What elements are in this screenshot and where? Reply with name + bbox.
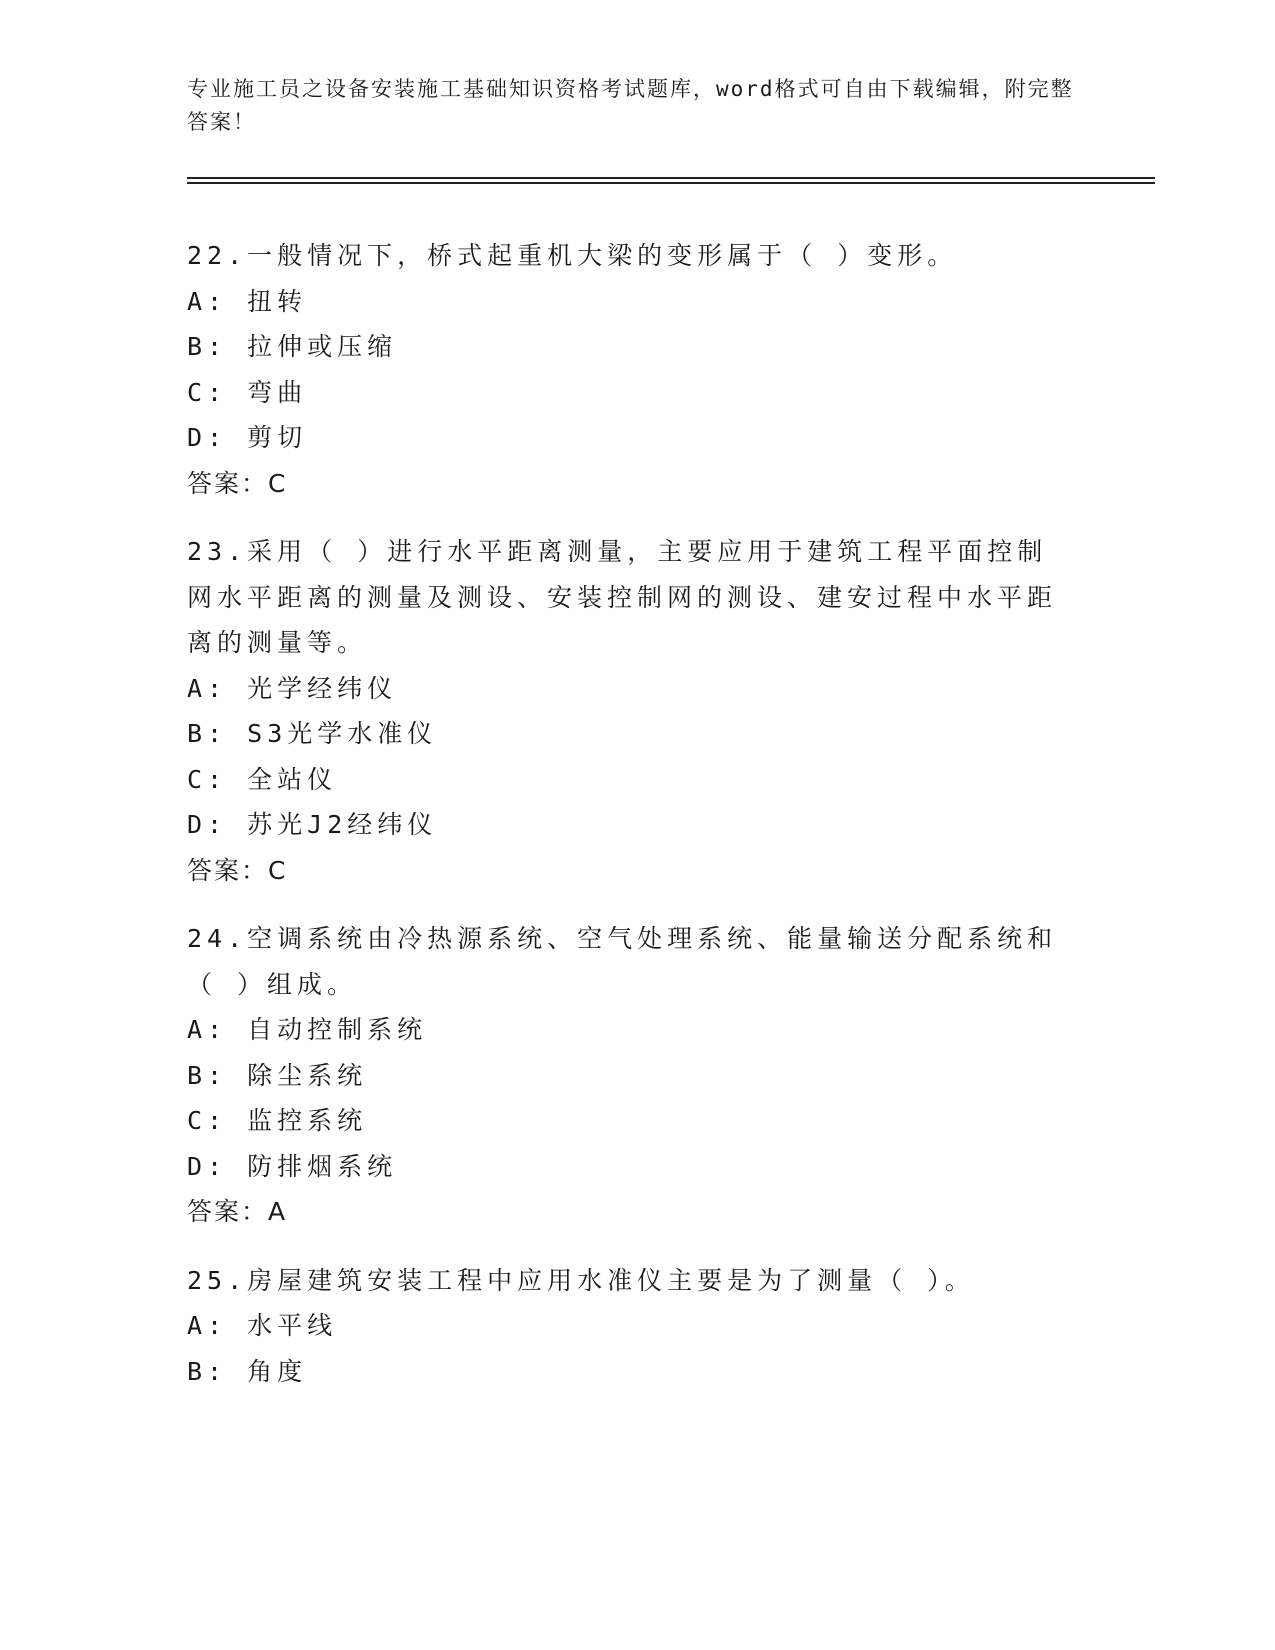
- option-letter: A:: [187, 673, 228, 703]
- option-letter: B:: [187, 719, 228, 748]
- option-text: 苏光J2经纬仪: [247, 810, 438, 839]
- option-text: 弯曲: [247, 377, 308, 407]
- option-b: [187, 1349, 1067, 1395]
- option-text: 角度: [247, 1356, 308, 1386]
- option-text: 水平线: [247, 1311, 338, 1340]
- option-text: 监控系统: [247, 1106, 368, 1135]
- option-letter: B:: [187, 332, 228, 361]
- option-letter: A:: [187, 286, 228, 316]
- header-rule-top: [187, 177, 1155, 179]
- question-stem: 23.采用（ ）进行水平距离测量，主要应用于建筑工程平面控制网水平距离的测量及测设、安装控制网的测设、建安过程中水平距离的测量等。: [187, 537, 1058, 657]
- option-d: [187, 1144, 1067, 1190]
- option-a: [187, 1303, 1067, 1349]
- header-rule-bottom: [187, 182, 1155, 184]
- question-23: [187, 529, 1067, 893]
- option-text: 全站仪: [247, 764, 338, 794]
- option-letter: B:: [187, 1356, 228, 1386]
- option-letter: D:: [187, 810, 228, 839]
- option-a: [187, 1007, 1067, 1053]
- option-letter: B:: [187, 1060, 228, 1090]
- option-text: 光学经纬仪: [247, 673, 398, 703]
- option-b: [187, 711, 1067, 757]
- option-text: 防排烟系统: [247, 1151, 398, 1181]
- option-b: [187, 324, 1067, 370]
- option-a: [187, 666, 1067, 712]
- question-22: [187, 233, 1067, 506]
- option-text: 自动控制系统: [247, 1015, 428, 1044]
- option-d: [187, 802, 1067, 848]
- option-letter: A:: [187, 1015, 228, 1044]
- document-header: 专业施工员之设备安装施工基础知识资格考试题库，word格式可自由下载编辑，附完整答案！: [187, 77, 1074, 134]
- question-24: [187, 916, 1067, 1235]
- option-letter: A:: [187, 1311, 228, 1340]
- option-text: 扭转: [247, 286, 308, 316]
- option-c: [187, 1098, 1067, 1144]
- option-letter: C:: [187, 1106, 228, 1135]
- option-a: [187, 279, 1067, 325]
- option-text: 除尘系统: [247, 1060, 368, 1090]
- question-25: [187, 1258, 1067, 1395]
- option-letter: D:: [187, 423, 228, 452]
- option-d: [187, 415, 1067, 461]
- option-letter: D:: [187, 1151, 228, 1181]
- option-letter: C:: [187, 764, 228, 794]
- option-text: S3光学水准仪: [247, 719, 438, 748]
- option-b: [187, 1053, 1067, 1099]
- option-text: 剪切: [247, 423, 308, 452]
- question-stem: 24.空调系统由冷热源系统、空气处理系统、能量输送分配系统和（ ）组成。: [187, 924, 1058, 999]
- option-c: [187, 370, 1067, 416]
- question-stem: 22.一般情况下，桥式起重机大梁的变形属于（ ）变形。: [187, 241, 958, 270]
- question-stem: 25.房屋建筑安装工程中应用水准仪主要是为了测量（ ）。: [187, 1265, 975, 1295]
- answer-line: 答案：A: [187, 1197, 288, 1226]
- answer-line: 答案：C: [187, 468, 288, 498]
- option-text: 拉伸或压缩: [247, 332, 398, 361]
- option-c: [187, 757, 1067, 803]
- question-list: [187, 233, 1067, 1417]
- option-letter: C:: [187, 377, 228, 407]
- answer-line: 答案：C: [187, 855, 288, 885]
